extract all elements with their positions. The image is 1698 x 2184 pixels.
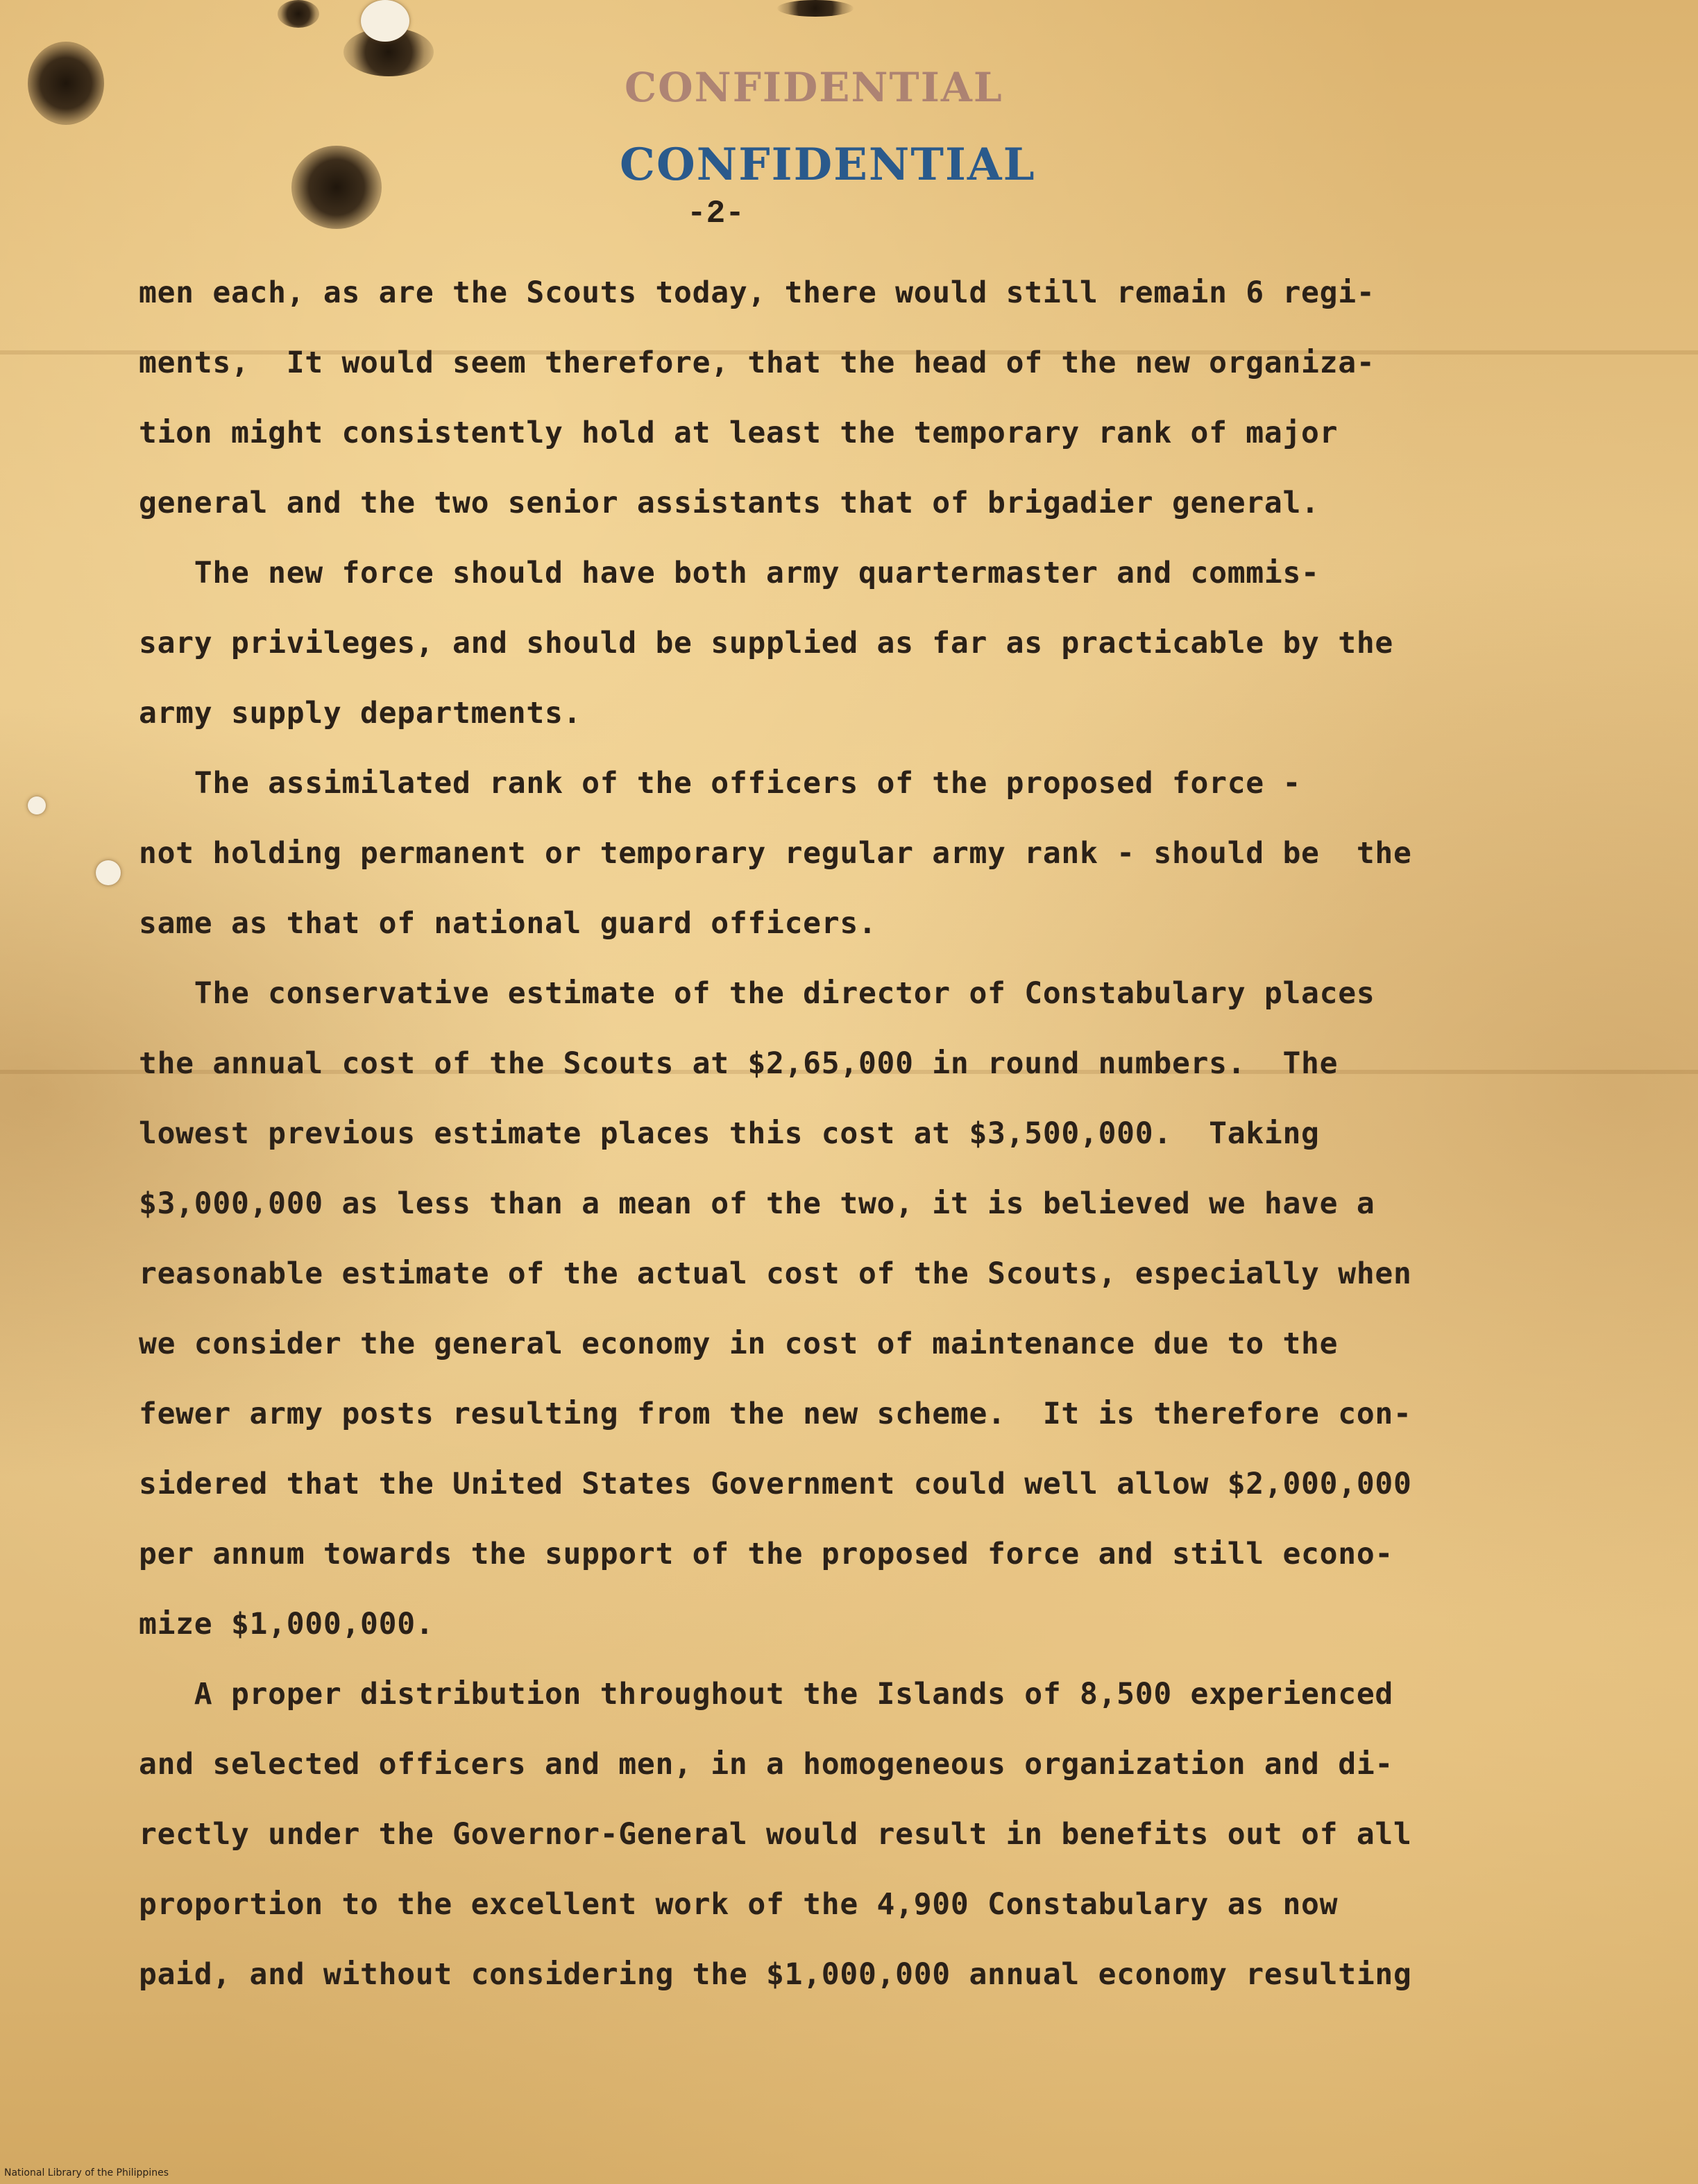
- text-line: A proper distribution throughout the Islands of 8,500 experienced: [139, 1677, 1393, 1712]
- text-line: sidered that the United States Government could well allow $2,000,000: [139, 1467, 1412, 1501]
- confidential-stamp-blue: CONFIDENTIAL: [620, 139, 1036, 191]
- text-line: the annual cost of the Scouts at $2,65,000 in round numbers. The: [139, 1046, 1339, 1081]
- text-line: ments, It would seem therefore, that the head of the new organiza-: [139, 345, 1375, 380]
- page-number: -2-: [687, 196, 745, 232]
- punch-hole: [28, 796, 46, 814]
- ink-stain: [777, 0, 854, 17]
- text-line: The conservative estimate of the director of Constabulary places: [139, 976, 1375, 1011]
- archive-credit: National Library of the Philippines: [4, 2167, 169, 2178]
- ink-stain: [291, 146, 382, 229]
- text-line: not holding permanent or temporary regular army rank - should be the: [139, 836, 1412, 871]
- text-line: per annum towards the support of the proposed force and still econo-: [139, 1537, 1393, 1571]
- ink-stain: [278, 0, 319, 28]
- text-line: The new force should have both army quartermaster and commis-: [139, 556, 1320, 590]
- text-line: proportion to the excellent work of the 4,900 Constabulary as now: [139, 1887, 1339, 1922]
- typewritten-body: [139, 258, 1638, 2010]
- ink-stain: [28, 42, 104, 125]
- text-line: sary privileges, and should be supplied as far as practicable by the: [139, 626, 1393, 660]
- punch-hole: [96, 860, 121, 885]
- text-line: and selected officers and men, in a homogeneous organization and di-: [139, 1747, 1393, 1782]
- text-line: mize $1,000,000.: [139, 1607, 434, 1641]
- text-line: reasonable estimate of the actual cost of the Scouts, especially when: [139, 1256, 1412, 1291]
- confidential-stamp-faded: CONFIDENTIAL: [625, 64, 1003, 111]
- text-line: rectly under the Governor-General would result in benefits out of all: [139, 1817, 1412, 1852]
- text-line: we consider the general economy in cost of maintenance due to the: [139, 1326, 1339, 1361]
- torn-hole: [361, 0, 409, 42]
- text-line: men each, as are the Scouts today, there would still remain 6 regi-: [139, 275, 1375, 310]
- text-line: paid, and without considering the $1,000,000 annual economy resulting: [139, 1957, 1412, 1992]
- text-line: lowest previous estimate places this cost at $3,500,000. Taking: [139, 1116, 1320, 1151]
- text-line: The assimilated rank of the officers of the proposed force -: [139, 766, 1302, 801]
- text-line: $3,000,000 as less than a mean of the two, it is believed we have a: [139, 1186, 1375, 1221]
- text-line: army supply departments.: [139, 696, 582, 731]
- text-line: fewer army posts resulting from the new scheme. It is therefore con-: [139, 1397, 1412, 1431]
- text-line: same as that of national guard officers.: [139, 906, 877, 941]
- text-line: general and the two senior assistants that of brigadier general.: [139, 486, 1320, 520]
- text-line: tion might consistently hold at least the temporary rank of major: [139, 416, 1339, 450]
